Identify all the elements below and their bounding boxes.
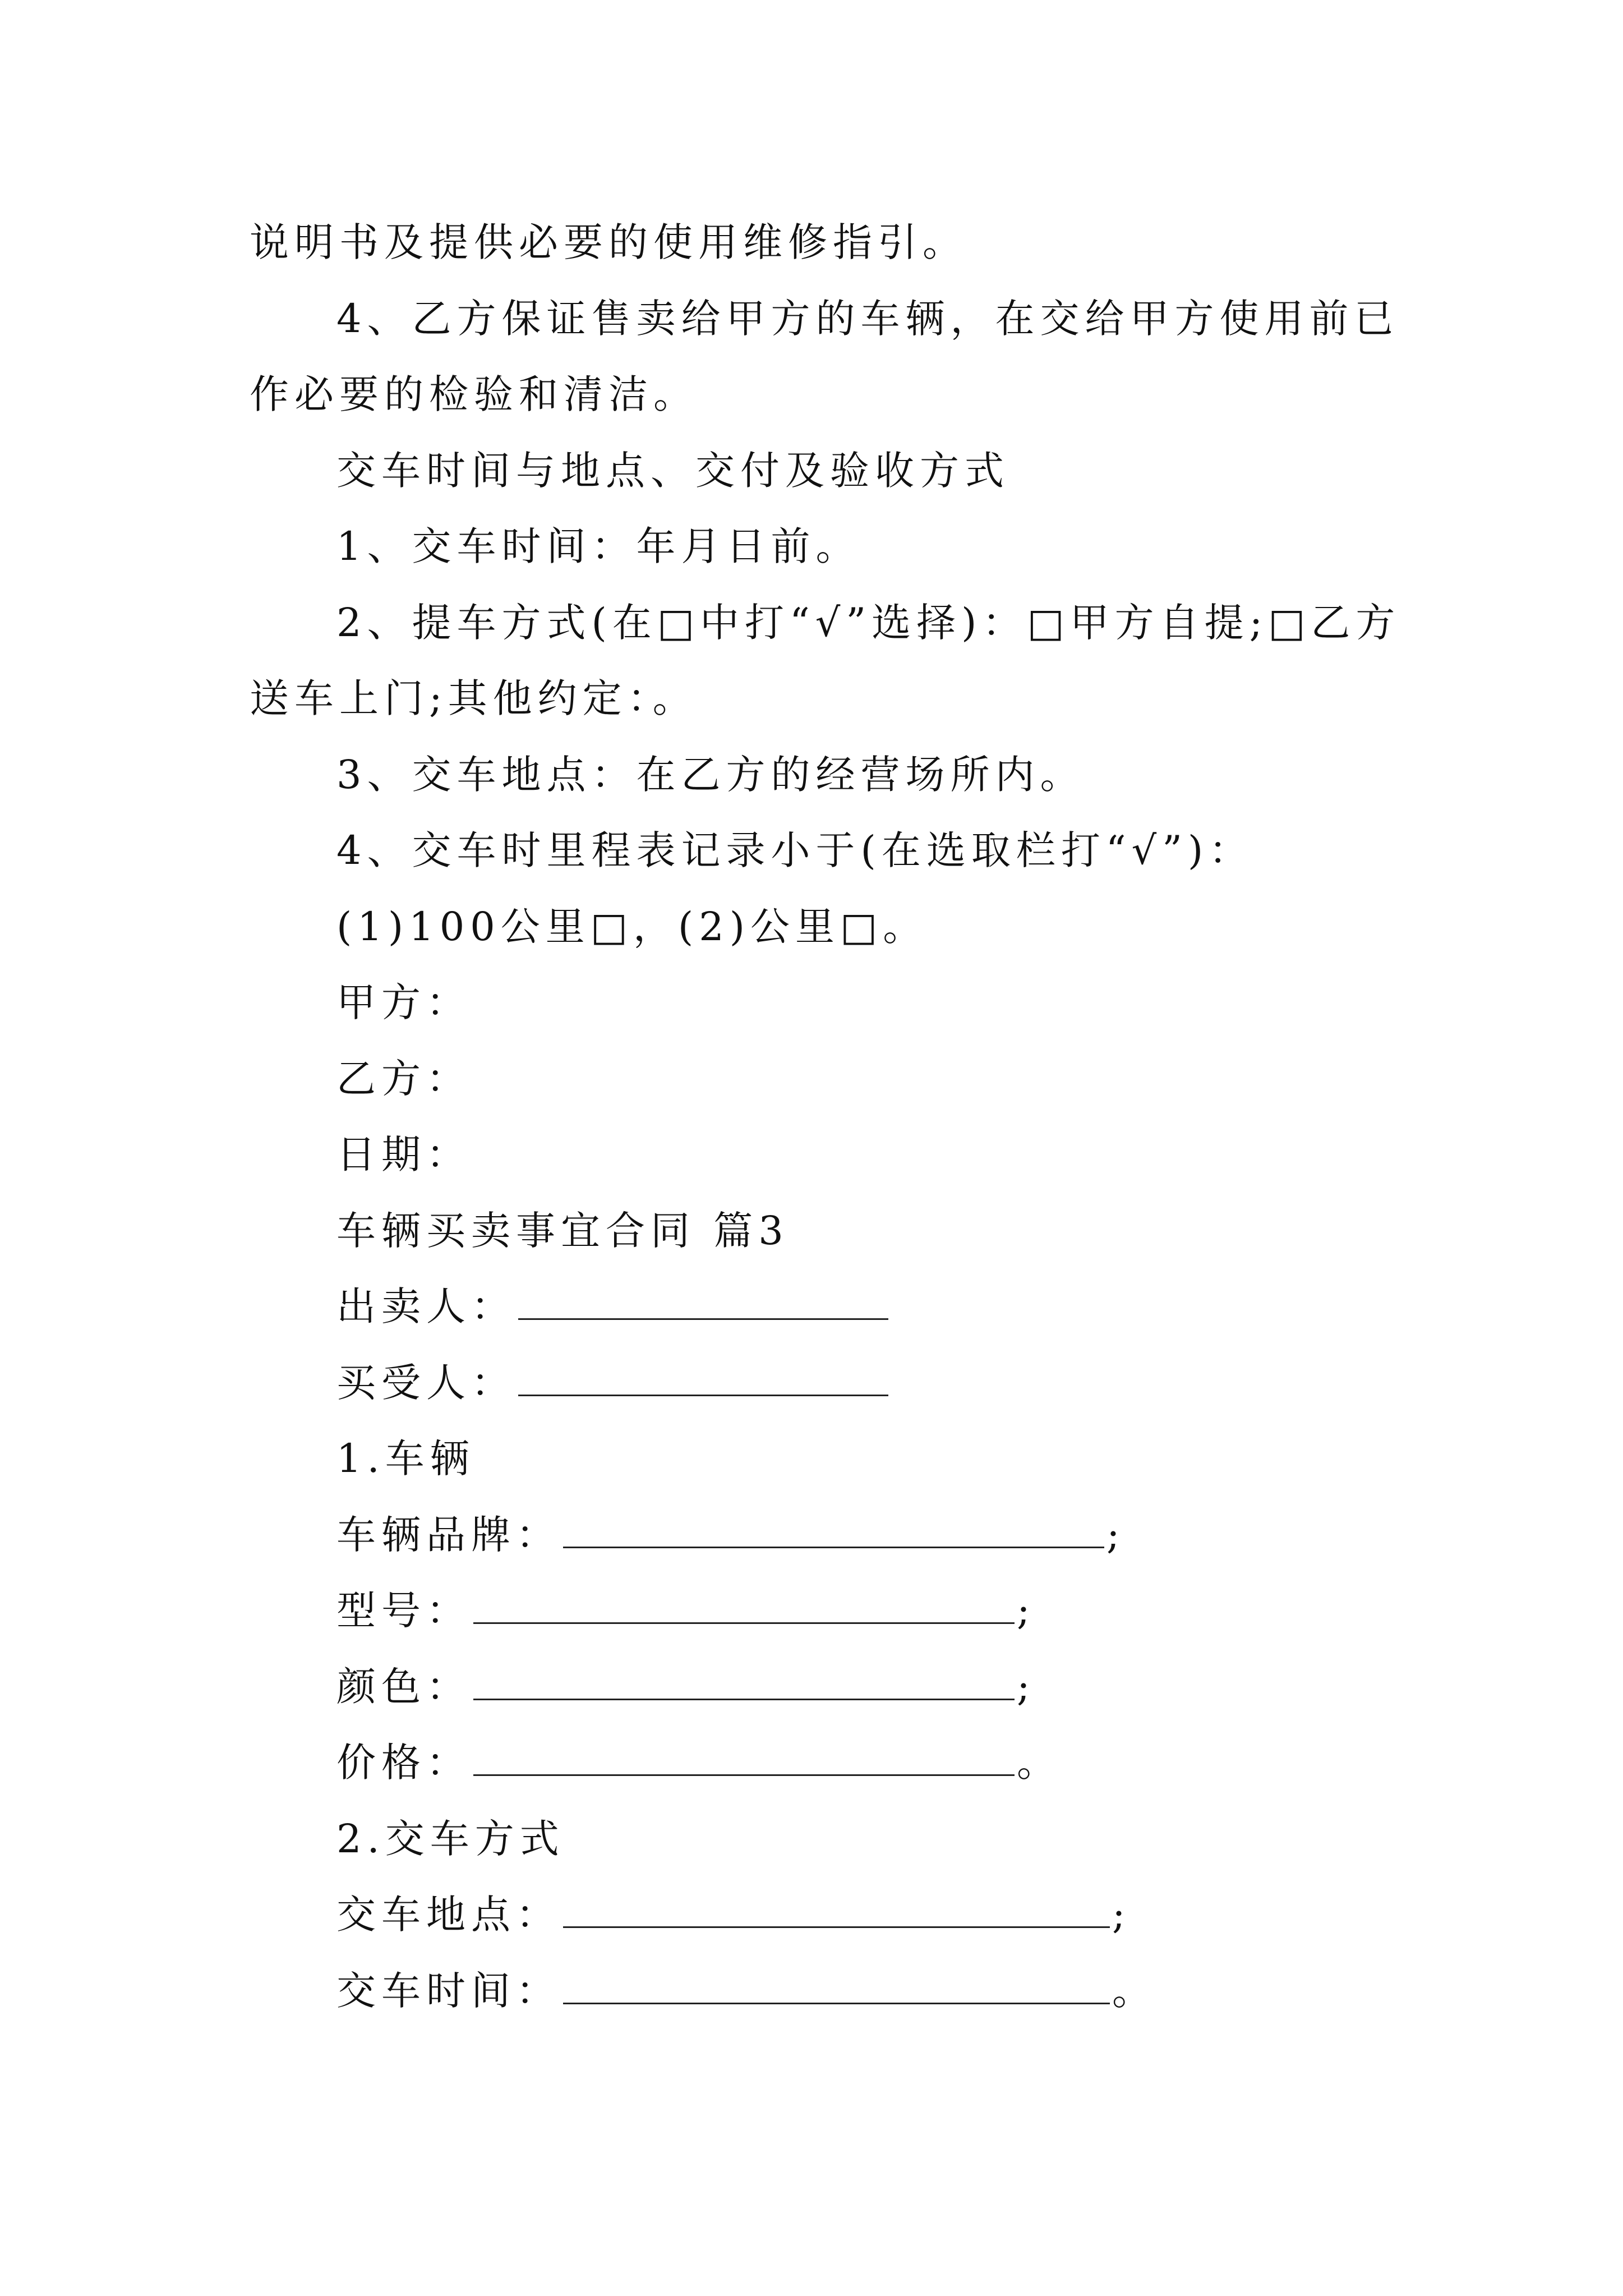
place-blank[interactable] <box>563 1887 1110 1928</box>
price-field <box>250 1725 1388 1801</box>
price-blank[interactable] <box>473 1735 1015 1776</box>
time-label: 交车时间： <box>336 1967 561 2014</box>
time-field <box>250 1953 1388 2030</box>
seller-field <box>250 1269 1388 1345</box>
paragraph-line: 3、交车地点：在乙方的经营场所内。 <box>336 751 1085 798</box>
price-end: 。 <box>1017 1740 1062 1786</box>
color-field <box>250 1649 1388 1726</box>
paragraph-line: 作必要的检验和清洁。 <box>250 371 698 417</box>
buyer-field <box>250 1345 1388 1421</box>
signature-party-a: 甲方： <box>336 979 471 1025</box>
time-blank[interactable] <box>563 1963 1110 2004</box>
brand-end: ; <box>1106 1511 1126 1558</box>
document-body <box>250 205 1401 2029</box>
paragraph-line: 2、提车方式(在□中打“√”选择)：□甲方自提;□乙方 <box>336 599 1401 646</box>
paragraph-line: 4、交车时里程表记录小于(在选取栏打“√”)： <box>336 827 1254 873</box>
price-label: 价格： <box>336 1740 471 1786</box>
color-end: ; <box>1017 1663 1036 1710</box>
place-field <box>250 1877 1388 1953</box>
paragraph-line: (1)100公里□，(2)公里□。 <box>336 903 928 950</box>
signature-date: 日期： <box>336 1131 471 1177</box>
color-blank[interactable] <box>473 1659 1015 1700</box>
model-field <box>250 1573 1388 1649</box>
paragraph-line: 说明书及提供必要的使用维修指引。 <box>250 219 967 265</box>
seller-blank[interactable] <box>518 1279 888 1320</box>
contract-title: 车辆买卖事宜合同 篇3 <box>336 1207 789 1254</box>
model-end: ; <box>1017 1588 1036 1634</box>
paragraph-line: 4、乙方保证售卖给甲方的车辆，在交给甲方使用前已 <box>336 295 1399 342</box>
section-heading: 交车时间与地点、交付及验收方式 <box>336 447 1009 494</box>
model-label: 型号： <box>336 1588 471 1634</box>
section-delivery-title: 2.交车方式 <box>336 1815 565 1862</box>
model-blank[interactable] <box>473 1583 1015 1624</box>
buyer-label: 买受人： <box>336 1359 516 1406</box>
brand-label: 车辆品牌： <box>336 1511 561 1558</box>
place-end: ; <box>1112 1892 1131 1938</box>
paragraph-line: 1、交车时间：年月日前。 <box>336 523 861 569</box>
color-label: 颜色： <box>336 1663 471 1710</box>
section-vehicle-title: 1.车辆 <box>336 1435 475 1481</box>
signature-party-b: 乙方： <box>336 1055 471 1102</box>
brand-field <box>250 1497 1388 1573</box>
time-end: 。 <box>1112 1967 1157 2014</box>
place-label: 交车地点： <box>336 1892 561 1938</box>
buyer-blank[interactable] <box>518 1355 888 1396</box>
paragraph-line: 送车上门;其他约定：。 <box>250 675 698 721</box>
brand-blank[interactable] <box>563 1507 1104 1548</box>
seller-label: 出卖人： <box>336 1283 516 1329</box>
